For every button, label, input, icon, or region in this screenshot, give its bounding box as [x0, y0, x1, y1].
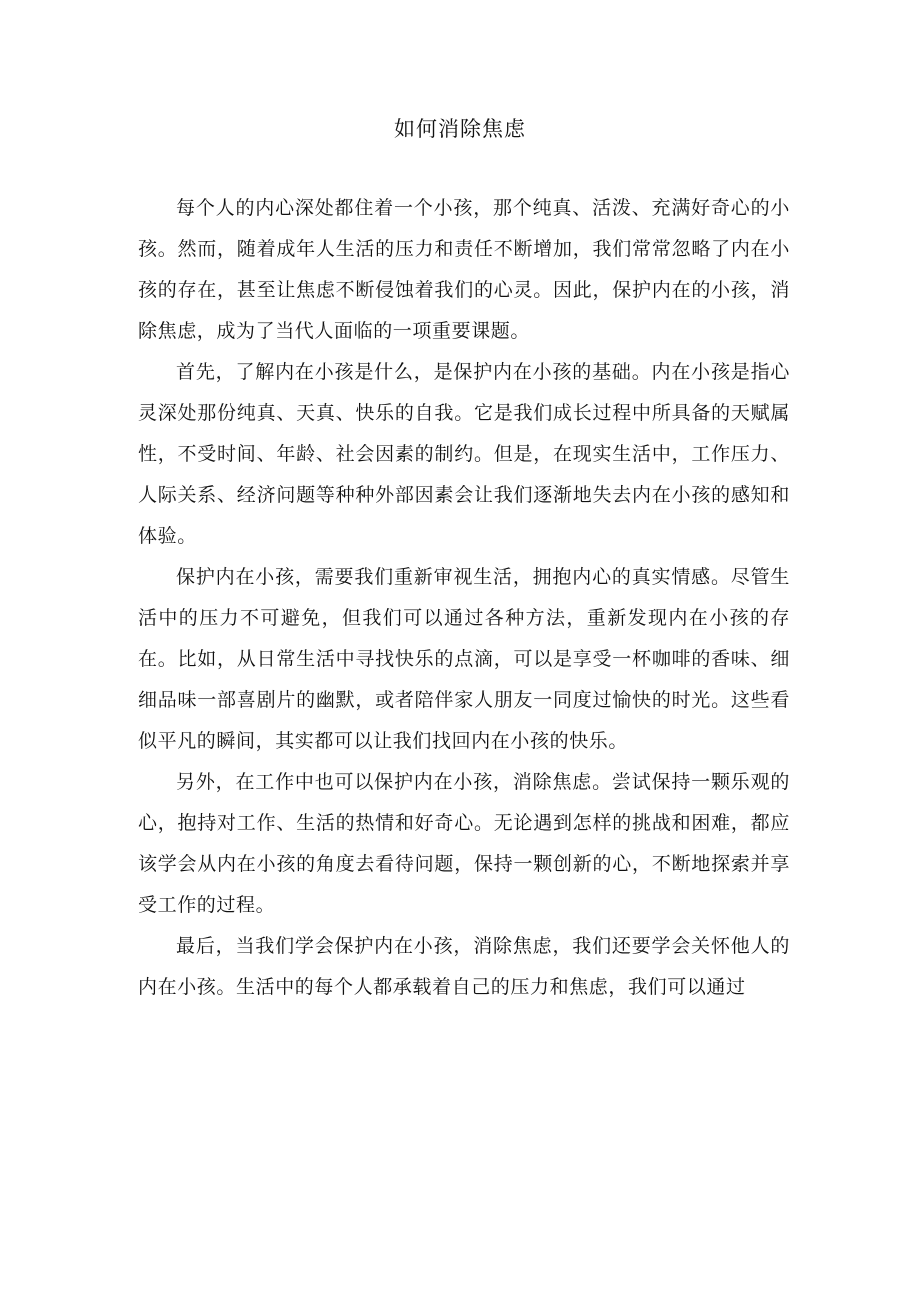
document-body	[138, 188, 790, 1008]
paragraph-work: 另外，在工作中也可以保护内在小孩，消除焦虑。尝试保持一颗乐观的心，抱持对工作、生活的热情和好奇心。无论遇到怎样的挑战和困难，都应该学会从内在小孩的角度去看待问题，保持一颗创新的心，不断地探索并享受工作的过程。	[138, 771, 790, 916]
document-title: 如何消除焦虑	[394, 117, 526, 141]
paragraph-protect: 保护内在小孩，需要我们重新审视生活，拥抱内心的真实情感。尽管生活中的压力不可避免，但我们可以通过各种方法，重新发现内在小孩的存在。比如，从日常生活中寻找快乐的点滴，可以是享受一杯咖啡的香味、细细品味一部喜剧片的幽默，或者陪伴家人朋友一同度过愉快的时光。这些看似平凡的瞬间，其实都可以让我们找回内在小孩的快乐。	[138, 566, 790, 752]
paragraph-first: 首先，了解内在小孩是什么，是保护内在小孩的基础。内在小孩是指心灵深处那份纯真、天真、快乐的自我。它是我们成长过程中所具备的天赋属性，不受时间、年龄、社会因素的制约。但是，在现实生活中，工作压力、人际关系、经济问题等种种外部因素会让我们逐渐地失去内在小孩的感知和体验。	[138, 361, 790, 547]
paragraph-intro: 每个人的内心深处都住着一个小孩，那个纯真、活泼、充满好奇心的小孩。然而，随着成年人生活的压力和责任不断增加，我们常常忽略了内在小孩的存在，甚至让焦虑不断侵蚀着我们的心灵。因此，保护内在的小孩，消除焦虑，成为了当代人面临的一项重要课题。	[138, 197, 790, 342]
paragraph-last: 最后，当我们学会保护内在小孩，消除焦虑，我们还要学会关怀他人的内在小孩。生活中的每个人都承载着自己的压力和焦虑，我们可以通过	[138, 935, 790, 998]
